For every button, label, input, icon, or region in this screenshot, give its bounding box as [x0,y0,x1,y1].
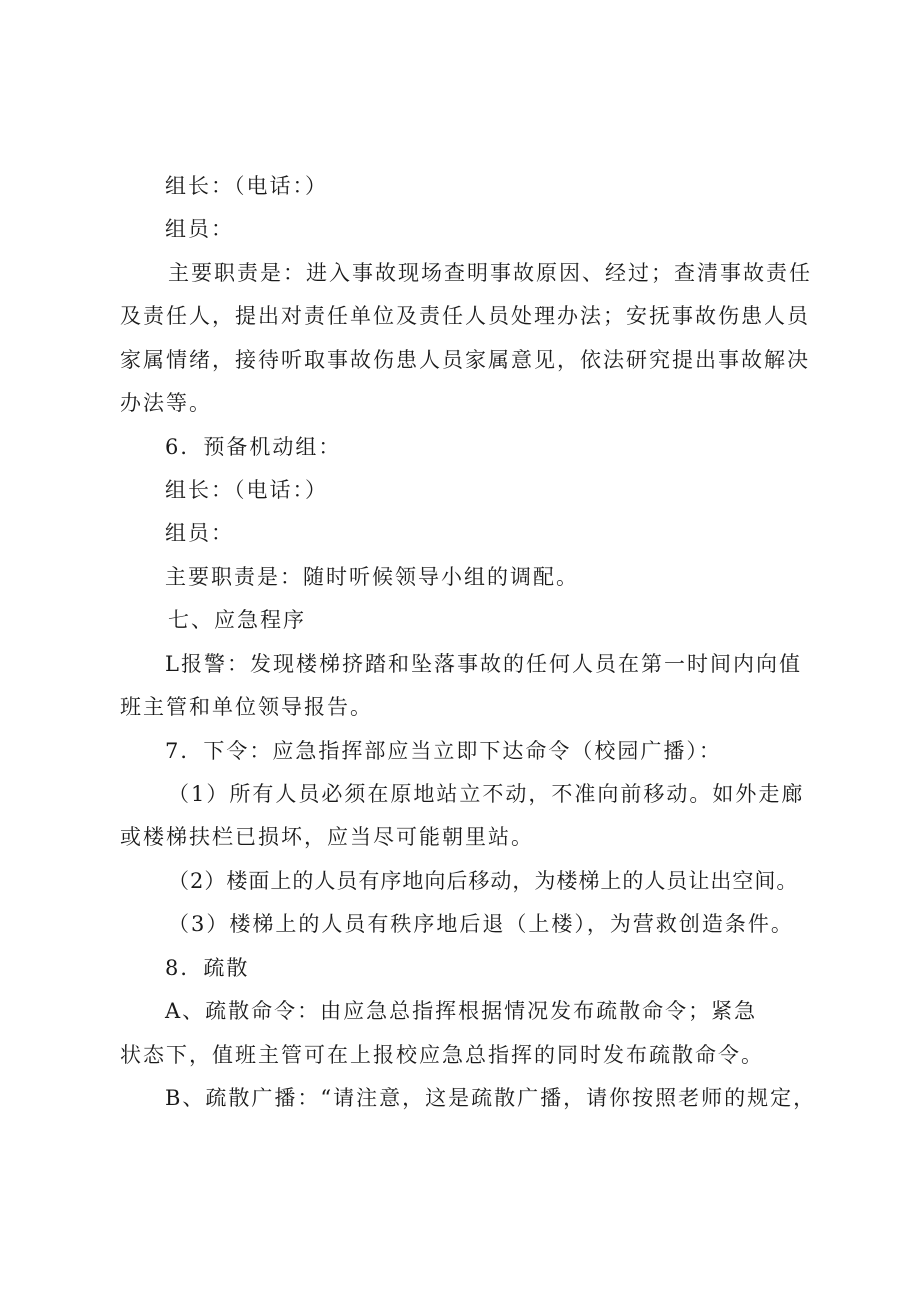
duty-paragraph-line: 家属情绪，接待听取事故伤患人员家属意见，依法研究提出事故解决 [120,348,810,372]
chapter-heading: 七、应急程序 [168,608,306,632]
duty-paragraph-line: 主要职责是：随时听候领导小组的调配。 [165,565,579,589]
alarm-paragraph-line: 班主管和单位领导报告。 [120,695,373,719]
duty-paragraph-line: 办法等。 [120,391,212,415]
section-heading: 6．预备机动组： [165,435,342,459]
group-leader-line: 组长：（电话：） [165,174,328,198]
evacuation-heading: 8．疏散 [165,956,250,980]
group-member-line: 组员： [165,521,234,545]
duty-paragraph-line: 及责任人，提出对责任单位及责任人员处理办法；安抚事故伤患人员 [120,304,810,328]
order-item-line: （2）楼面上的人员有序地向后移动，为楼梯上的人员让出空间。 [168,869,799,893]
order-heading: 7．下令：应急指挥部应当立即下达命令（校园广播）： [165,739,722,763]
alarm-paragraph-line: L报警：发现楼梯挤踏和坠落事故的任何人员在第一时间内向值 [165,652,802,676]
group-leader-line: 组长：（电话：） [165,478,328,502]
evacuation-command-line: 状态下，值班主管可在上报校应急总指挥的同时发布疏散命令。 [120,1043,764,1067]
order-item-line: （1）所有人员必须在原地站立不动，不准向前移动。如外走廊 [168,782,805,806]
order-item-line: 或楼梯扶栏已损坏，应当尽可能朝里站。 [120,825,534,849]
duty-paragraph-line: 主要职责是：进入事故现场查明事故原因、经过；查清事故责任 [168,261,812,285]
group-member-line: 组员： [165,217,234,241]
order-item-line: （3）楼梯上的人员有秩序地后退（上楼），为营救创造条件。 [168,912,794,936]
evacuation-broadcast-line: B、疏散广播：“请注意，这是疏散广播，请你按照老师的规定， [165,1086,817,1110]
evacuation-command-line: A、疏散命令：由应急总指挥根据情况发布疏散命令；紧急 [165,999,758,1023]
